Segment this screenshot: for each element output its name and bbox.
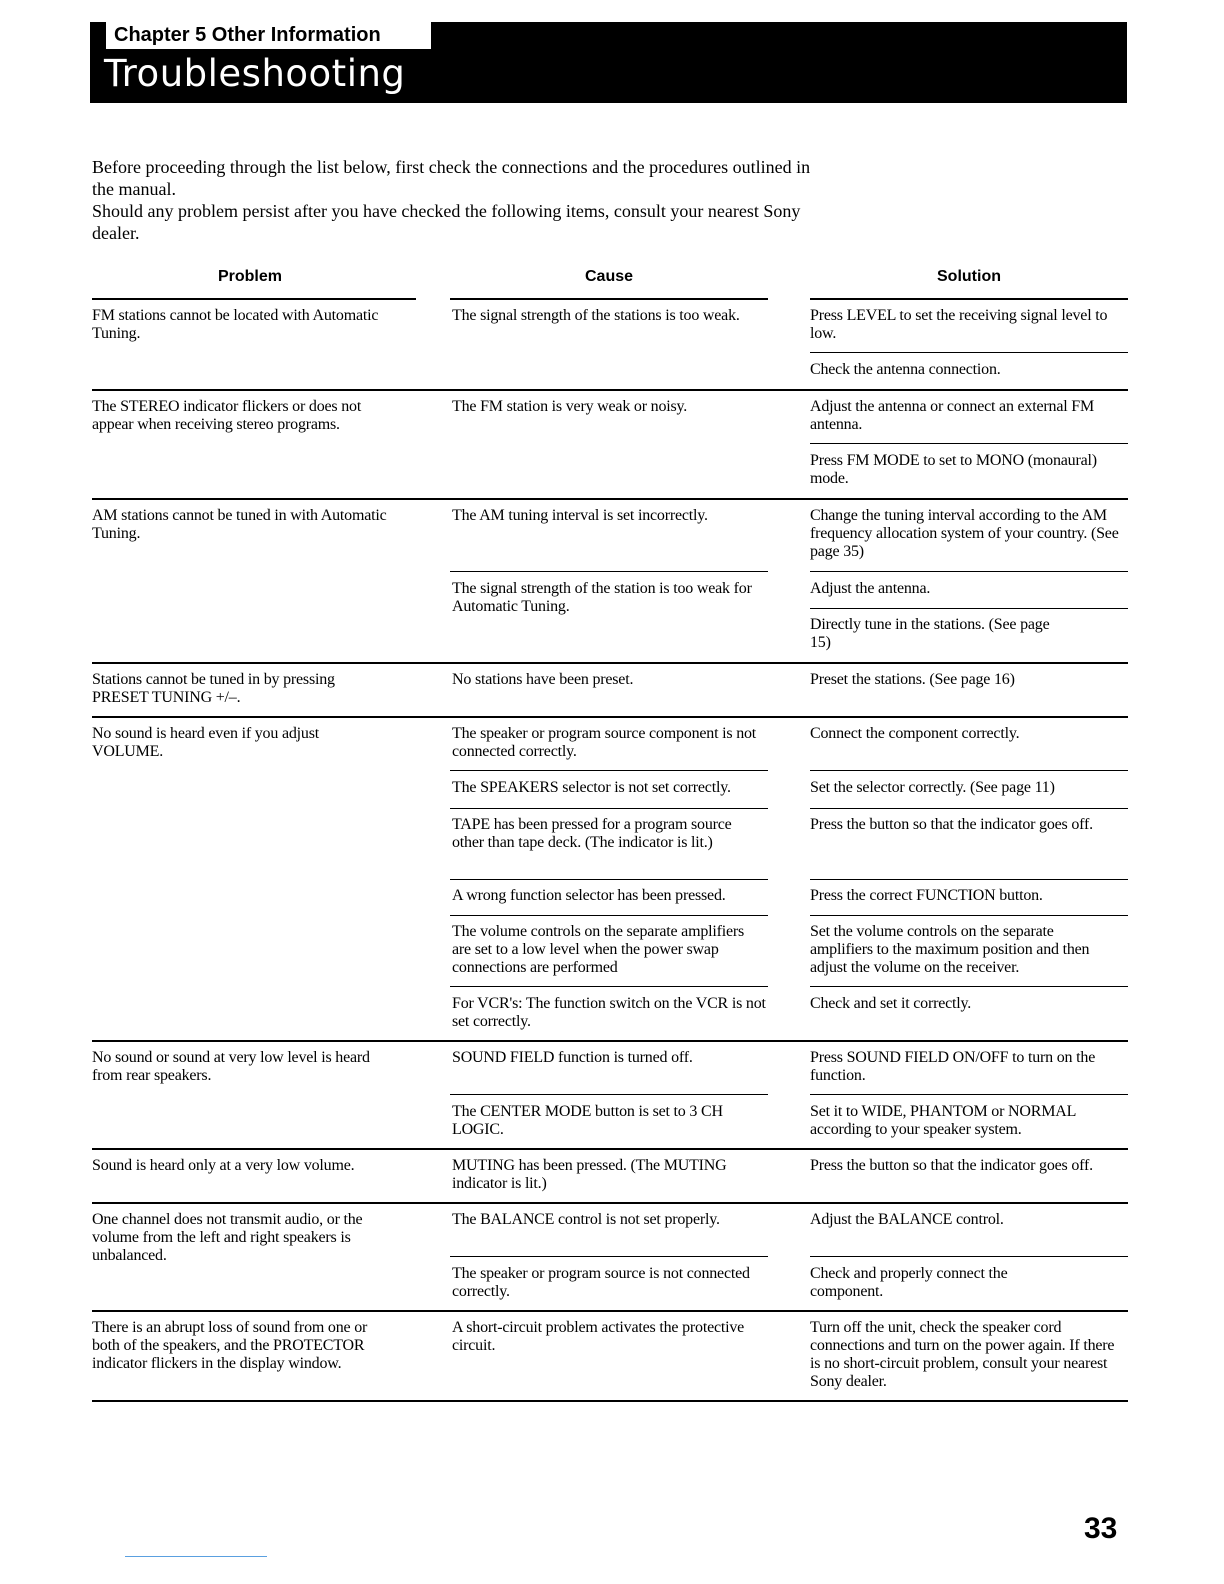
cause-cell: The BALANCE control is not set properly. [452, 1211, 720, 1228]
solution-cell: Set the selector correctly. (See page 11) [810, 779, 1055, 796]
cause-cell: MUTING has been pressed. (The MUTING indicator is lit.) [452, 1157, 727, 1192]
solution-cell: Check and set it correctly. [810, 995, 972, 1012]
solution-cell: Press LEVEL to set the receiving signal level to low. [810, 307, 1108, 342]
footer-rule [125, 1556, 267, 1557]
cause-cell: The FM station is very weak or noisy. [452, 398, 688, 415]
solution-cell: Preset the stations. (See page 16) [810, 671, 1015, 688]
column-header-cause: Cause [584, 268, 634, 285]
problem-cell: FM stations cannot be located with Automatic Tuning. [92, 307, 379, 342]
solution-cell: Directly tune in the stations. (See page 15) [810, 616, 1050, 651]
problem-rule [92, 298, 416, 300]
row-rule [92, 1400, 1128, 1402]
problem-cell: One channel does not transmit audio, or the volume from the left and right speakers is unbalanced. [92, 1211, 363, 1264]
problem-cell: No sound is heard even if you adjust VOLUME. [92, 725, 319, 760]
solution-rule [810, 608, 1128, 609]
solution-cell: Adjust the antenna or connect an external FM antenna. [810, 398, 1094, 433]
problem-cell: Stations cannot be tuned in by pressing PRESET TUNING +/–. [92, 671, 335, 706]
cause-cell: The speaker or program source is not connected correctly. [452, 1265, 750, 1300]
solution-cell: Press the button so that the indicator goes off. [810, 1157, 1093, 1174]
intro-paragraph: Should any problem persist after you have checked the following items, consult your nearest Sony dealer. [92, 201, 801, 243]
page-number: 33 [1084, 1512, 1118, 1545]
solution-cell: Adjust the antenna. [810, 580, 931, 597]
problem-cell: There is an abrupt loss of sound from one or both of the speakers, and the PROTECTOR indicator flickers in the display window. [92, 1319, 368, 1372]
solution-rule [810, 443, 1128, 444]
row-rule [92, 1040, 1128, 1042]
cause-rule [450, 1094, 768, 1095]
cause-rule [450, 879, 768, 880]
problem-cell: AM stations cannot be tuned in with Automatic Tuning. [92, 507, 387, 542]
solution-cell: Set the volume controls on the separate amplifiers to the maximum position and then adjust the volume on the receiver. [810, 923, 1090, 976]
solution-cell: Set it to WIDE, PHANTOM or NORMAL according to your speaker system. [810, 1103, 1076, 1138]
cause-cell: The signal strength of the station is too weak for Automatic Tuning. [452, 580, 752, 615]
page-title: Troubleshooting [104, 52, 406, 95]
cause-cell: The speaker or program source component is not connected correctly. [452, 725, 757, 760]
solution-cell: Change the tuning interval according to the AM frequency allocation system of your country. (See page 35) [810, 507, 1119, 560]
cause-rule [450, 986, 768, 987]
solution-rule [810, 571, 1128, 572]
row-rule [92, 498, 1128, 500]
problem-cell: No sound or sound at very low level is heard from rear speakers. [92, 1049, 370, 1084]
solution-rule [810, 770, 1128, 771]
solution-cell: Check and properly connect the component. [810, 1265, 1008, 1300]
chapter-header [90, 22, 1127, 103]
solution-rule [810, 298, 1128, 300]
row-rule [92, 716, 1128, 718]
cause-cell: A short-circuit problem activates the protective circuit. [452, 1319, 745, 1354]
cause-cell: The AM tuning interval is set incorrectly. [452, 507, 708, 524]
row-rule [92, 1202, 1128, 1204]
cause-cell: The volume controls on the separate amplifiers are set to a low level when the power swap connections are performed [452, 923, 745, 976]
cause-rule [450, 770, 768, 771]
problem-cell: Sound is heard only at a very low volume. [92, 1157, 355, 1174]
row-rule [92, 1310, 1128, 1312]
intro-paragraph: Before proceeding through the list below, first check the connections and the procedures outlined in the manual. [92, 157, 811, 199]
intro-text [92, 156, 812, 244]
cause-cell: TAPE has been pressed for a program source other than tape deck. (The indicator is lit.) [452, 816, 732, 851]
row-rule [92, 662, 1128, 664]
cause-cell: The signal strength of the stations is too weak. [452, 307, 740, 324]
cause-rule [450, 298, 768, 300]
solution-rule [810, 879, 1128, 880]
solution-cell: Connect the component correctly. [810, 725, 1020, 742]
cause-rule [450, 808, 768, 809]
solution-cell: Press the correct FUNCTION button. [810, 887, 1043, 904]
row-rule [92, 389, 1128, 391]
solution-cell: Adjust the BALANCE control. [810, 1211, 1004, 1228]
solution-rule [810, 915, 1128, 916]
solution-cell: Press SOUND FIELD ON/OFF to turn on the function. [810, 1049, 1096, 1084]
cause-rule [450, 571, 768, 572]
solution-cell: Turn off the unit, check the speaker cord connections and turn on the power again. If there is no short-circuit problem, consult your nearest Sony dealer. [810, 1319, 1115, 1390]
solution-rule [810, 808, 1128, 809]
chapter-label: Chapter 5 Other Information [96, 22, 431, 49]
column-header-solution: Solution [937, 268, 1001, 285]
solution-rule [810, 986, 1128, 987]
solution-cell: Press FM MODE to set to MONO (monaural) mode. [810, 452, 1097, 487]
cause-rule [450, 915, 768, 916]
problem-cell: The STEREO indicator flickers or does not appear when receiving stereo programs. [92, 398, 362, 433]
cause-cell: For VCR's: The function switch on the VCR is not set correctly. [452, 995, 766, 1030]
solution-rule [810, 1094, 1128, 1095]
solution-cell: Check the antenna connection. [810, 361, 1001, 378]
cause-cell: The SPEAKERS selector is not set correctly. [452, 779, 731, 796]
cause-cell: A wrong function selector has been pressed. [452, 887, 726, 904]
row-rule [92, 1148, 1128, 1150]
cause-cell: SOUND FIELD function is turned off. [452, 1049, 693, 1066]
solution-rule [810, 352, 1128, 353]
cause-rule [450, 1256, 768, 1257]
column-header-problem: Problem [217, 268, 282, 285]
cause-cell: The CENTER MODE button is set to 3 CH LOGIC. [452, 1103, 723, 1138]
solution-rule [810, 1256, 1128, 1257]
cause-cell: No stations have been preset. [452, 671, 634, 688]
solution-cell: Press the button so that the indicator goes off. [810, 816, 1093, 833]
